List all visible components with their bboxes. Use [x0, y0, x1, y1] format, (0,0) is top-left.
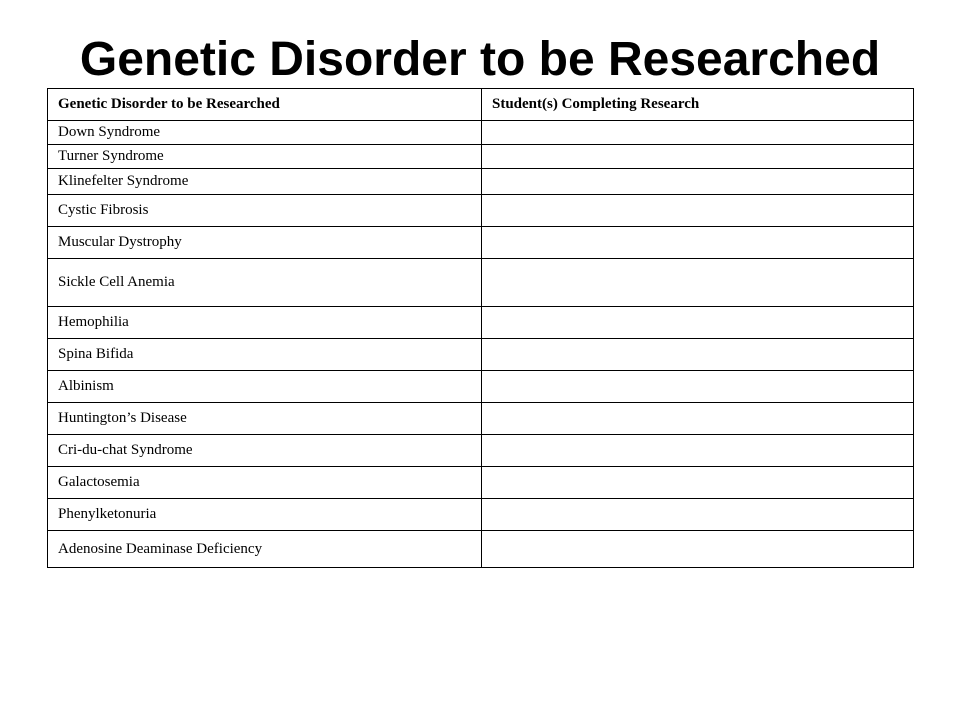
students-cell[interactable]	[482, 499, 914, 531]
table-row	[48, 531, 914, 568]
column-header-disorder: Genetic Disorder to be Researched	[48, 89, 482, 121]
disorder-cell: Klinefelter Syndrome	[48, 169, 482, 195]
column-header-students: Student(s) Completing Research	[482, 89, 914, 121]
disorder-cell: Down Syndrome	[48, 121, 482, 145]
table-row	[48, 435, 914, 467]
students-cell[interactable]	[482, 371, 914, 403]
students-cell[interactable]	[482, 227, 914, 259]
table-row	[48, 121, 914, 145]
table-row	[48, 259, 914, 307]
disorder-cell: Hemophilia	[48, 307, 482, 339]
disorder-cell: Muscular Dystrophy	[48, 227, 482, 259]
research-assignment-table	[47, 88, 914, 568]
students-cell[interactable]	[482, 403, 914, 435]
table-row	[48, 499, 914, 531]
disorder-cell: Huntington’s Disease	[48, 403, 482, 435]
students-cell[interactable]	[482, 121, 914, 145]
disorder-cell: Galactosemia	[48, 467, 482, 499]
disorder-cell: Cystic Fibrosis	[48, 195, 482, 227]
students-cell[interactable]	[482, 259, 914, 307]
page-title: Genetic Disorder to be Researched	[79, 33, 881, 86]
students-cell[interactable]	[482, 531, 914, 568]
table-row	[48, 403, 914, 435]
students-cell[interactable]	[482, 435, 914, 467]
table-header-row	[48, 89, 914, 121]
table-row	[48, 227, 914, 259]
table-row	[48, 339, 914, 371]
table-row	[48, 195, 914, 227]
table-row	[48, 371, 914, 403]
disorder-cell: Turner Syndrome	[48, 145, 482, 169]
disorder-cell: Spina Bifida	[48, 339, 482, 371]
table-row	[48, 145, 914, 169]
table-row	[48, 169, 914, 195]
students-cell[interactable]	[482, 169, 914, 195]
students-cell[interactable]	[482, 339, 914, 371]
students-cell[interactable]	[482, 145, 914, 169]
students-cell[interactable]	[482, 307, 914, 339]
table-row	[48, 467, 914, 499]
disorder-cell: Phenylketonuria	[48, 499, 482, 531]
table-row	[48, 307, 914, 339]
disorder-cell: Adenosine Deaminase Deficiency	[48, 531, 482, 568]
students-cell[interactable]	[482, 467, 914, 499]
disorder-cell: Albinism	[48, 371, 482, 403]
students-cell[interactable]	[482, 195, 914, 227]
disorder-cell: Sickle Cell Anemia	[48, 259, 482, 307]
disorder-cell: Cri-du-chat Syndrome	[48, 435, 482, 467]
